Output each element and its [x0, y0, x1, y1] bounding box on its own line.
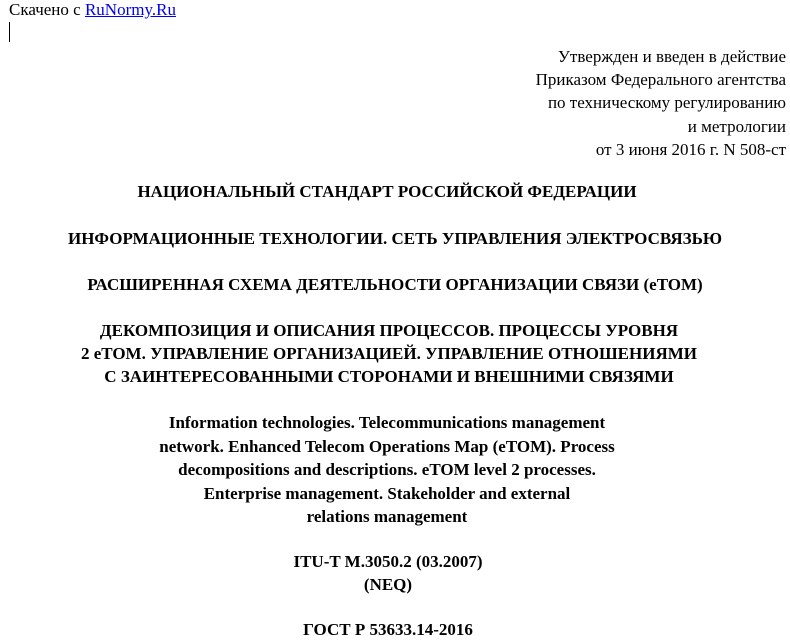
approval-line: Приказом Федерального агентства	[535, 70, 786, 90]
source-line	[9, 0, 176, 20]
scheme-heading-text: РАСШИРЕННАЯ СХЕМА ДЕЯТЕЛЬНОСТИ ОРГАНИЗАЦИИ СВЯЗИ (eTOM)	[87, 275, 703, 294]
english-title-line: Enterprise management. Stakeholder and external	[203, 483, 571, 503]
scheme-heading	[0, 273, 790, 296]
approval-line: Утвержден и введен в действие	[557, 47, 786, 66]
source-prefix: Скачено с	[9, 0, 85, 19]
english-title-line: decompositions and descriptions. eTOM level 2 processes.	[178, 460, 596, 479]
itu-reference-equivalence: (NEQ)	[363, 575, 413, 594]
part-heading-line: ДЕКОМПОЗИЦИЯ И ОПИСАНИЯ ПРОЦЕССОВ. ПРОЦЕССЫ УРОВНЯ	[99, 321, 679, 340]
itu-reference	[0, 550, 783, 596]
approval-line: и метрологии	[687, 116, 786, 136]
part-heading-line: С ЗАИНТЕРЕСОВАННЫМИ СТОРОНАМИ И ВНЕШНИМИ СВЯЗЯМИ	[104, 367, 674, 386]
english-title-line: network. Enhanced Telecom Operations Map (eTOM). Process	[159, 436, 615, 456]
gost-number-text: ГОСТ Р 53633.14-2016	[303, 620, 473, 639]
text-caret	[9, 22, 10, 42]
standard-heading-text: НАЦИОНАЛЬНЫЙ СТАНДАРТ РОССИЙСКОЙ ФЕДЕРАЦИИ	[137, 182, 637, 201]
english-title-line: Information technologies. Telecommunications management	[168, 413, 606, 432]
part-heading	[0, 319, 784, 388]
source-link[interactable]: RuNormy.Ru	[84, 0, 176, 19]
part-heading-line: 2 eTOM. УПРАВЛЕНИЕ ОРГАНИЗАЦИЕЙ. УПРАВЛЕНИЕ ОТНОШЕНИЯМИ	[81, 344, 697, 363]
gost-number	[0, 618, 783, 641]
approval-line: от 3 июня 2016 г. N 508-ст	[595, 139, 786, 159]
standard-heading	[0, 180, 782, 203]
subject-heading	[0, 227, 790, 250]
english-title	[0, 411, 782, 529]
itu-reference-code: ITU-T M.3050.2 (03.2007)	[293, 552, 483, 571]
subject-heading-text: ИНФОРМАЦИОННЫЕ ТЕХНОЛОГИИ. СЕТЬ УПРАВЛЕНИЯ ЭЛЕКТРОСВЯЗЬЮ	[67, 229, 722, 248]
approval-block	[536, 45, 786, 161]
english-title-line: relations management	[306, 507, 468, 526]
approval-line: по техническому регулированию	[547, 93, 786, 113]
